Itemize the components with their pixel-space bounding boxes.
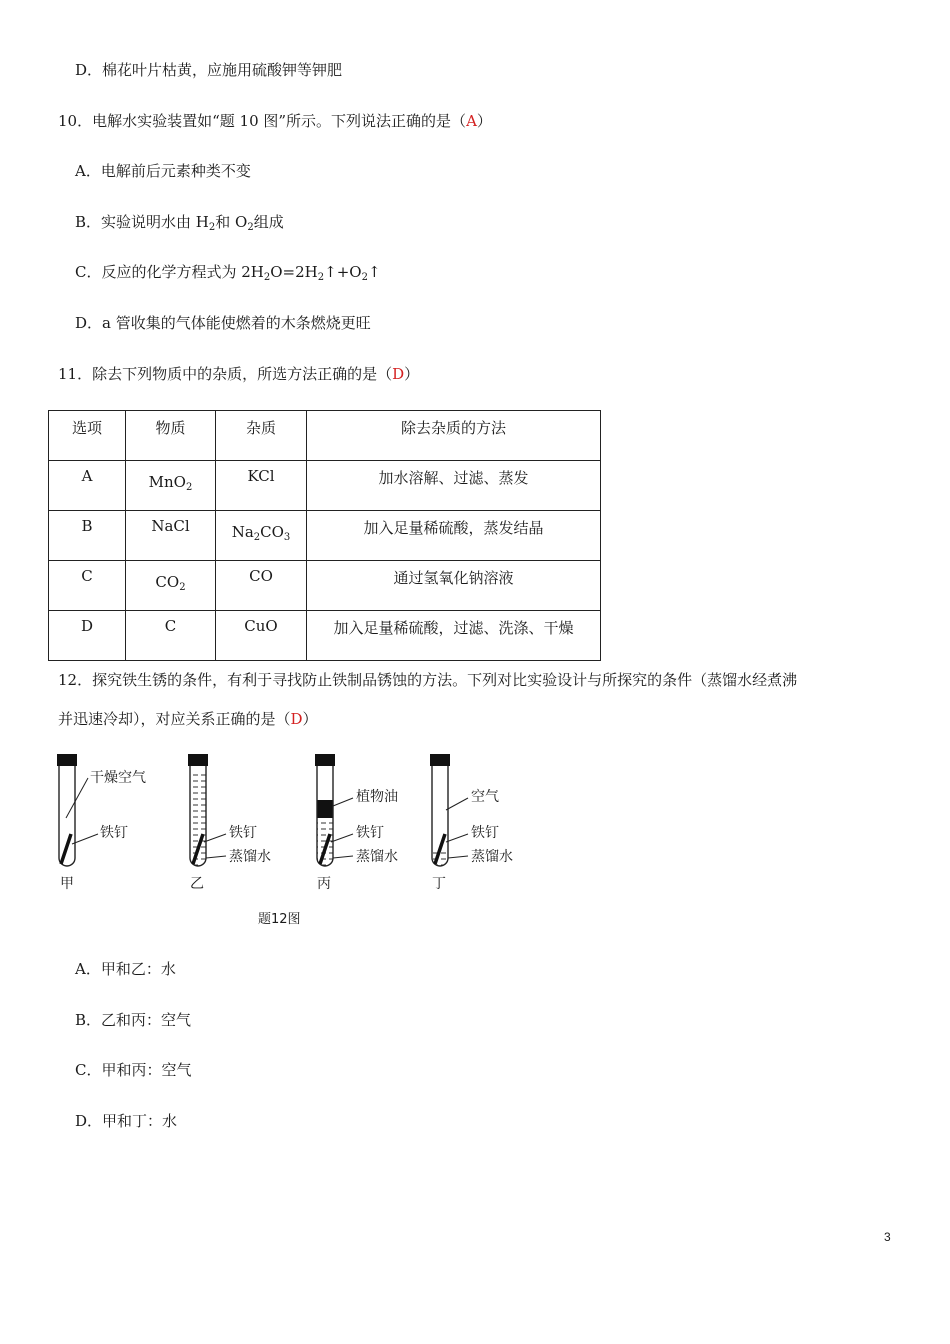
header-method: 除去杂质的方法 [400, 419, 506, 437]
label-water-3: 蒸馏水 [356, 849, 398, 865]
q10-c-m1: O=2H [270, 263, 318, 281]
q10-c-pre: C．反应的化学方程式为 2H [75, 263, 264, 281]
label-dry-air: 干燥空气 [90, 770, 146, 786]
q9-option-d: D．棉花叶片枯黄，应施用硫酸钾等钾肥 [75, 61, 343, 79]
row-substance [149, 461, 193, 491]
row-option: C [81, 567, 93, 585]
q11-stem [58, 364, 419, 384]
q10-answer: A [466, 112, 477, 130]
table-cell [307, 561, 601, 611]
row-option: D [80, 617, 94, 635]
table-cell [49, 461, 126, 511]
table-cell [307, 461, 601, 511]
q10-b-sub2: 2 [247, 222, 254, 233]
q11-table [48, 410, 601, 661]
table-cell [216, 611, 307, 661]
formula-sub: 2 [253, 532, 261, 543]
q10-b-pre: B．实验说明水由 H [75, 213, 209, 231]
table-cell [49, 511, 126, 561]
q10-option-a: A．电解前后元素种类不变 [75, 162, 251, 180]
table-header-cell [307, 411, 601, 461]
table-row [49, 511, 601, 561]
q12-figure [48, 748, 538, 898]
tube-label-jia: 甲 [60, 876, 74, 892]
formula-part: CO [260, 523, 284, 541]
row-substance [155, 561, 185, 591]
label-oil: 植物油 [356, 789, 398, 805]
q12-option-d: D．甲和丁：水 [75, 1112, 178, 1130]
row-impurity [232, 511, 291, 541]
table-row [49, 561, 601, 611]
table-cell [126, 511, 216, 561]
q12-stem-close: ） [302, 710, 318, 728]
label-air: 空气 [471, 789, 499, 805]
table-row [49, 611, 601, 661]
vegetable-oil-layer [317, 800, 333, 818]
q10-c-sub2: 2 [317, 272, 325, 283]
table-cell [216, 511, 307, 561]
label-water-2: 蒸馏水 [229, 849, 271, 865]
header-impurity: 杂质 [245, 419, 276, 437]
q10-option-b [75, 212, 284, 232]
table-cell [49, 611, 126, 661]
table-header-cell [126, 411, 216, 461]
tube-label-bing: 丙 [317, 876, 331, 892]
q12-option-a: A．甲和乙：水 [75, 960, 176, 978]
row-substance: C [164, 617, 177, 635]
q10-option-d: D．a 管收集的气体能使燃着的木条燃烧更旺 [75, 314, 371, 332]
formula-part: CO [155, 573, 180, 591]
page-number: 3 [884, 1230, 891, 1244]
table-header-cell [216, 411, 307, 461]
table-row [49, 461, 601, 511]
row-impurity: KCl [247, 467, 275, 485]
tube-label-ding: 丁 [432, 876, 446, 892]
table-cell [307, 511, 601, 561]
q10-c-sub1: 2 [263, 272, 271, 283]
q12-stem-line2 [58, 709, 318, 729]
q11-stem-text: 11．除去下列物质中的杂质，所选方法正确的是（ [58, 365, 393, 383]
label-nail-4: 铁钉 [471, 825, 499, 841]
formula-part: MnO [148, 473, 186, 491]
table-cell [126, 461, 216, 511]
q10-b-post: 组成 [253, 213, 284, 231]
q12-option-c: C．甲和丙：空气 [75, 1061, 192, 1079]
table-cell [307, 611, 601, 661]
label-water-4: 蒸馏水 [471, 849, 513, 865]
q10-option-c [75, 262, 381, 282]
row-impurity: CuO [244, 617, 278, 635]
row-method: 通过氢氧化钠溶液 [393, 569, 514, 587]
q12-stem-line1: 12．探究铁生锈的条件，有利于寻找防止铁制品锈蚀的方法。下列对比实验设计与所探究的条件（蒸馏水经煮沸 [58, 671, 798, 689]
formula-part: Na [231, 523, 254, 541]
label-nail-2: 铁钉 [229, 825, 257, 841]
table-cell [49, 561, 126, 611]
table-cell [126, 611, 216, 661]
header-option: 选项 [71, 419, 102, 437]
q10-c-post: ↑ [367, 263, 381, 281]
test-tube-bing [315, 754, 398, 892]
label-nail-3: 铁钉 [356, 825, 384, 841]
row-option: A [81, 467, 93, 485]
row-impurity: CO [249, 567, 273, 585]
tube-label-yi: 乙 [190, 876, 204, 892]
formula-sub: 3 [283, 532, 291, 543]
table-header-cell [49, 411, 126, 461]
q11-answer: D [392, 365, 405, 383]
q12-stem-text: 并迅速冷却），对应关系正确的是（ [58, 710, 291, 728]
test-tube-ding [430, 754, 513, 892]
q10-stem [58, 111, 492, 131]
q10-b-sub1: 2 [208, 222, 216, 233]
q10-stem-text: 10．电解水实验装置如“题 10 图”所示。下列说法正确的是（ [58, 112, 467, 130]
formula-sub: 2 [185, 482, 193, 493]
table-header-row [49, 411, 601, 461]
q10-b-mid: 和 O [215, 213, 248, 231]
formula-sub: 2 [179, 582, 186, 593]
row-method: 加入足量稀硫酸，过滤、洗涤、干燥 [333, 619, 574, 637]
table-cell [216, 561, 307, 611]
table-cell [126, 561, 216, 611]
q11-stem-close: ） [404, 365, 420, 383]
test-tube-yi [188, 754, 271, 892]
figure-caption: 题12图 [258, 912, 301, 927]
q12-option-b: B．乙和丙：空气 [75, 1011, 192, 1029]
q10-c-m2: ↑+O [324, 263, 362, 281]
test-tube-jia [57, 754, 146, 892]
header-substance: 物质 [155, 419, 186, 437]
row-method: 加入足量稀硫酸，蒸发结晶 [363, 519, 544, 537]
table-cell [216, 461, 307, 511]
q10-c-sub3: 2 [361, 272, 368, 283]
q12-answer: D [290, 710, 303, 728]
row-option: B [81, 517, 93, 535]
label-nail-1: 铁钉 [100, 825, 128, 841]
row-substance: NaCl [151, 517, 190, 535]
row-method: 加水溶解、过滤、蒸发 [378, 469, 529, 487]
q10-stem-close: ） [476, 112, 492, 130]
